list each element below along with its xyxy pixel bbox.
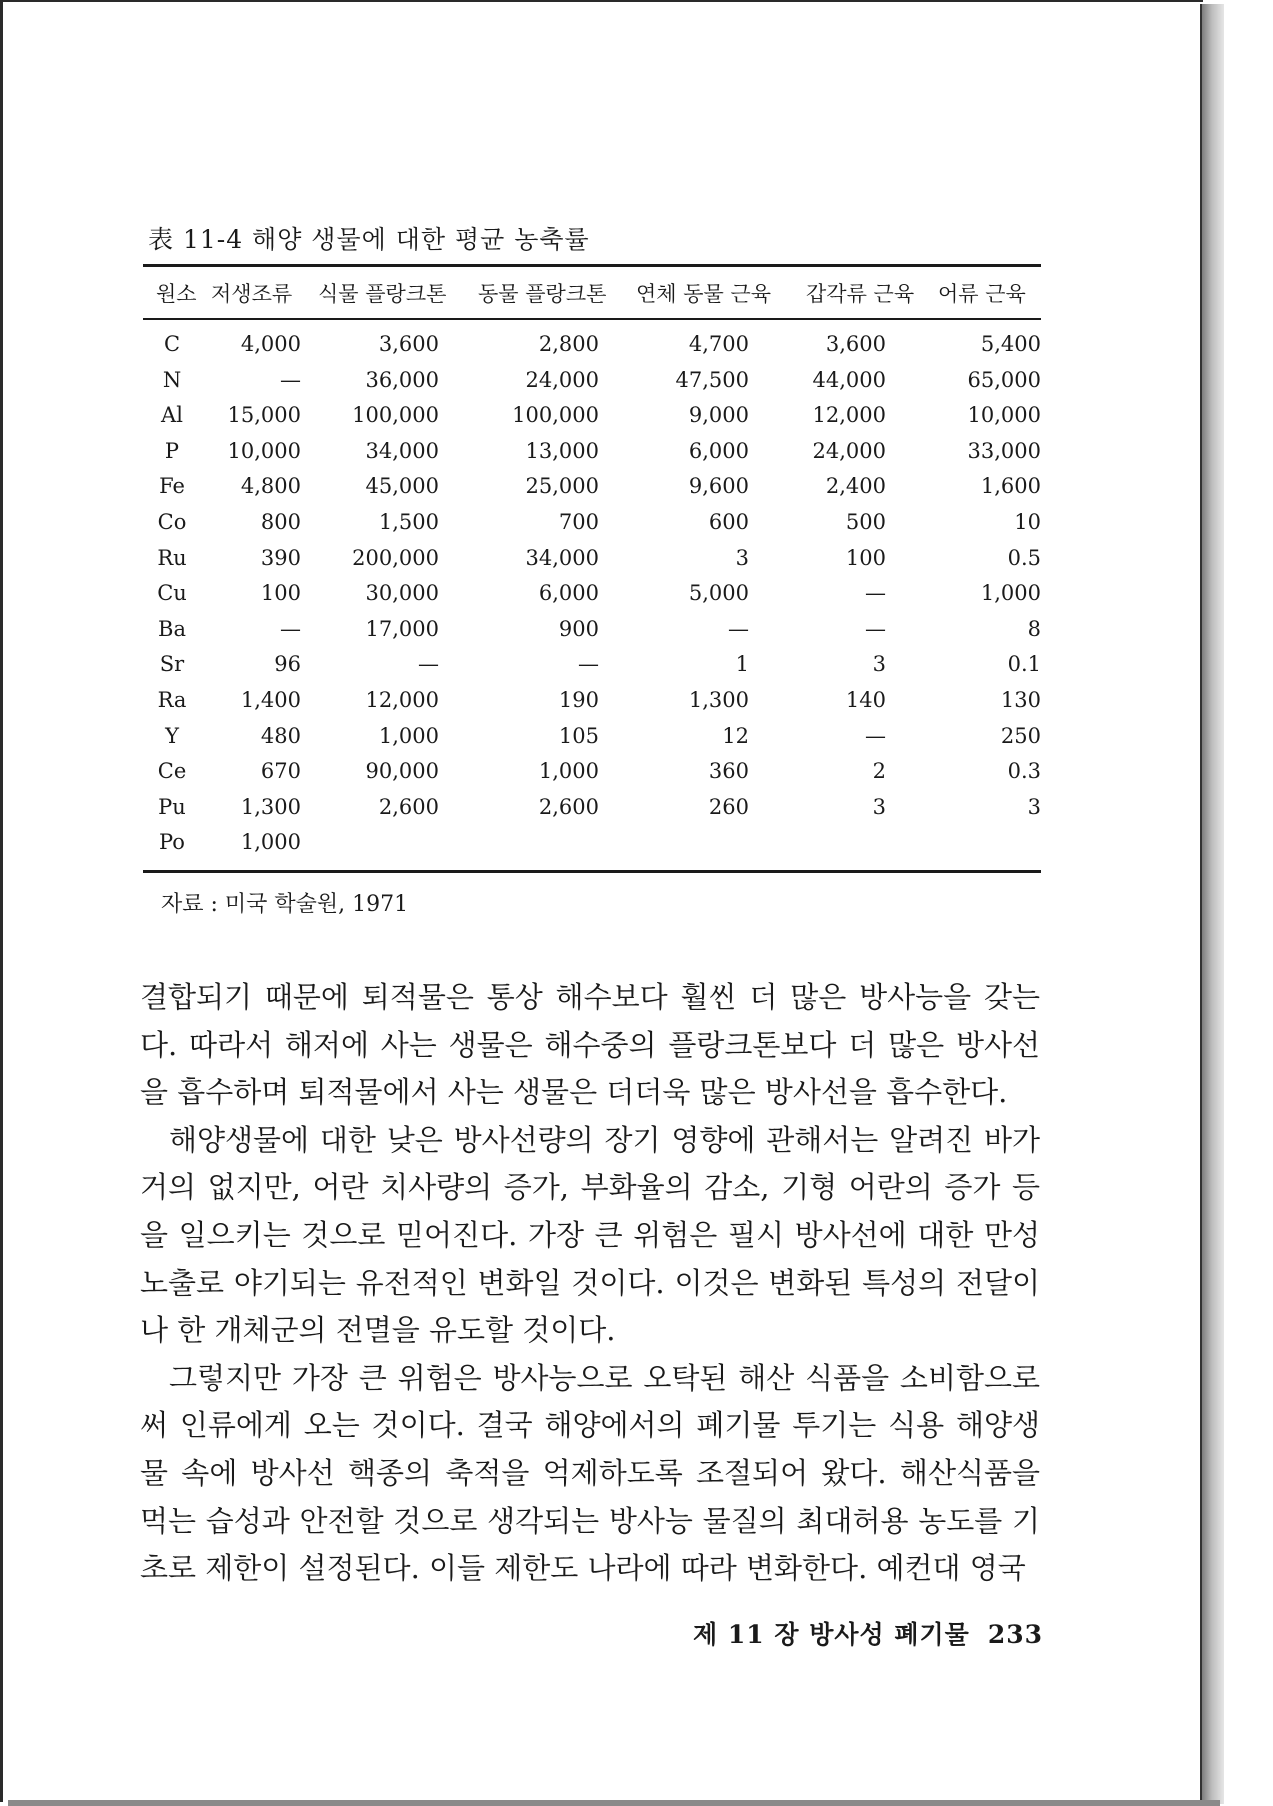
element-symbol-cell: Pu [158,794,186,819]
table-cell: 100,000 [352,403,439,428]
table-cell: 47,500 [675,367,749,392]
table-row [143,826,1041,862]
table-cell: 25,000 [525,474,599,499]
table-cell: 9,000 [688,403,749,428]
table-cell: 44,000 [812,367,886,392]
element-symbol-cell: Fe [159,474,185,499]
table-header-rule [143,318,1041,320]
table-cell: 4,800 [240,474,301,499]
table-header-cell: 동물 플랑크톤 [478,282,607,306]
table-cell: 9,600 [688,474,749,499]
table-cell: 10 [1014,509,1041,534]
table-cell: 65,000 [967,367,1041,392]
table-row [143,399,1041,435]
table-header-row [143,274,1041,310]
page-edge-shadow [1200,4,1224,1804]
table-cell: 390 [260,545,301,570]
table-cell: 3,600 [825,332,886,356]
table-cell: 2,600 [378,794,439,819]
table-cell: 0.5 [1007,545,1041,570]
table-cell: 1 [735,652,749,677]
table-cell: 3 [872,794,886,819]
paragraph: 그렇지만 가장 큰 위험은 방사능으로 오탁된 해산 식품을 소비함으로써 인류에게 오는 것이다. 결국 해양에서의 폐기물 투기는 식용 해양생물 속에 방사선 핵종의 축적을 억제하도록 조절되어 왔다. 해산식품을 먹는 습성과 안전할 것으로 생각되는 방사능 물질의 최대허용 농도를 기초로 제한이 설정된다. 이들 제한도 나라에 따라 변화한다. 예컨대 영국 [140,1360,1040,1586]
table-cell: 12,000 [365,687,439,712]
element-symbol-cell: Co [157,509,187,534]
table-cell: 0.3 [1007,759,1041,784]
table-cell: 1,000 [538,759,599,784]
element-symbol-cell: Ce [157,759,187,784]
table-cell: — [280,367,301,392]
table-cell: 200,000 [352,545,439,570]
table-cell: — [865,723,886,748]
table-cell: 12 [722,723,749,748]
table-cell: — [865,581,886,606]
table-cell: 360 [708,759,749,784]
table-cell: 5,400 [980,332,1041,356]
table-cell: — [578,652,599,677]
table-cell: 2 [872,759,886,784]
element-symbol-cell: Po [159,830,185,855]
table-header-cell: 원소 [156,282,197,306]
element-symbol-cell: Ru [157,545,187,570]
table-cell: 3 [1027,794,1041,819]
table-cell: 1,000 [378,723,439,748]
table-row [143,364,1041,400]
table-cell: 24,000 [812,438,886,463]
element-symbol-cell: Sr [159,652,185,677]
table-cell: 6,000 [688,438,749,463]
table-cell: 17,000 [365,616,439,641]
table-cell: 100,000 [512,403,599,428]
table-row [143,684,1041,720]
element-symbol-cell: Ba [158,616,186,641]
table-cell: 480 [260,723,301,748]
table-cell: 30,000 [365,581,439,606]
table-header-cell: 갑각류 근육 [806,282,915,306]
table-header-cell: 연체 동물 근육 [636,282,772,306]
table-cell: 10,000 [227,438,301,463]
table-cell: 2,400 [825,474,886,499]
element-symbol-cell: P [164,438,180,463]
table-row [143,648,1041,684]
table-cell: 600 [708,509,749,534]
table-cell: 34,000 [525,545,599,570]
table-cell: 700 [558,509,599,534]
table-cell: 3 [735,545,749,570]
table-cell: 2,600 [538,794,599,819]
table-cell: 45,000 [365,474,439,499]
table-header-cell: 어류 근육 [938,282,1026,306]
element-symbol-cell: N [162,367,182,392]
table-cell: 1,300 [240,794,301,819]
table-cell: 96 [274,652,301,677]
table-cell: 100 [845,545,886,570]
table-top-rule [143,264,1041,267]
table-cell: 3,600 [378,332,439,356]
table-cell: 24,000 [525,367,599,392]
page-footer [693,1615,1043,1651]
table-cell: 4,000 [240,332,301,356]
table-cell: 1,600 [980,474,1041,499]
element-symbol-cell: Cu [157,581,187,606]
paragraph: 해양생물에 대한 낮은 방사선량의 장기 영향에 관해서는 알려진 바가 거의 없지만, 어란 치사량의 증가, 부화율의 감소, 기형 어란의 증가 등을 일으키는 것으로 믿어진다. 가장 큰 위험은 필시 방사선에 대한 만성 노출로 야기되는 유전적인 변화일 것이다. 이것은 변화된 특성의 전달이나 한 개체군의 전멸을 유도할 것이다. [140,1122,1040,1348]
table-row [143,435,1041,471]
table-bottom-rule [143,870,1041,873]
table-cell: 6,000 [538,581,599,606]
body-text [140,974,1040,1593]
paragraph: 결합되기 때문에 퇴적물은 통상 해수보다 훨씬 더 많은 방사능을 갖는다. 따라서 해저에 사는 생물은 해수중의 플랑크톤보다 더 많은 방사선을 흡수하며 퇴적물에서 사는 생물은 더더욱 많은 방사선을 흡수한다. [140,980,1040,1110]
table-source-note: 자료 : 미국 학술원, 1971 [161,892,409,917]
table-cell: 1,300 [688,687,749,712]
element-symbol-cell: Ra [157,687,187,712]
table-cell: 33,000 [967,438,1041,463]
table-cell: 100 [260,581,301,606]
table-cell: 800 [260,509,301,534]
table-cell: 13,000 [525,438,599,463]
table-cell: 260 [708,794,749,819]
table-cell: 1,500 [378,509,439,534]
table-cell: 3 [872,652,886,677]
table-cell: 500 [845,509,886,534]
table-row [143,791,1041,827]
table-cell: 670 [260,759,301,784]
table-cell: — [728,616,749,641]
table-cell: 15,000 [227,403,301,428]
table-cell: 0.1 [1007,652,1041,677]
table-header-cell: 저생조류 [211,282,293,306]
table-cell: 105 [558,723,599,748]
table-cell: — [418,652,439,677]
table-cell: 250 [1000,723,1041,748]
table-row [143,613,1041,649]
table-cell: 2,800 [538,332,599,356]
element-symbol-cell: C [163,332,181,356]
element-symbol-cell: Al [161,403,183,428]
table-cell: 4,700 [688,332,749,356]
table-cell: 12,000 [812,403,886,428]
table-cell: 36,000 [365,367,439,392]
page-number: 233 [987,1620,1043,1649]
table-cell: — [865,616,886,641]
table-caption: 表 11-4 해양 생물에 대한 평균 농축률 [148,225,590,254]
table-row [143,328,1041,364]
table-row [143,542,1041,578]
table-cell: 34,000 [365,438,439,463]
table-cell: 1,000 [980,581,1041,606]
page-edge-shadow [8,1800,1220,1806]
table-cell: 1,400 [240,687,301,712]
chapter-title: 제 11 장 방사성 폐기물 [693,1620,970,1649]
table-row [143,470,1041,506]
table-body [143,328,1041,862]
table-cell: 5,000 [688,581,749,606]
table-cell: 140 [845,687,886,712]
table-row [143,755,1041,791]
table-header-cell: 식물 플랑크톤 [318,282,447,306]
table-cell: — [280,616,301,641]
table-cell: 90,000 [365,759,439,784]
table-cell: 10,000 [967,403,1041,428]
element-symbol-cell: Y [165,723,179,748]
table-cell: 130 [1000,687,1041,712]
table-cell: 190 [558,687,599,712]
table-row [143,720,1041,756]
table-row [143,506,1041,542]
table-cell: 900 [558,616,599,641]
table-row [143,577,1041,613]
table-cell: 8 [1027,616,1041,641]
table-cell: 1,000 [240,830,301,855]
